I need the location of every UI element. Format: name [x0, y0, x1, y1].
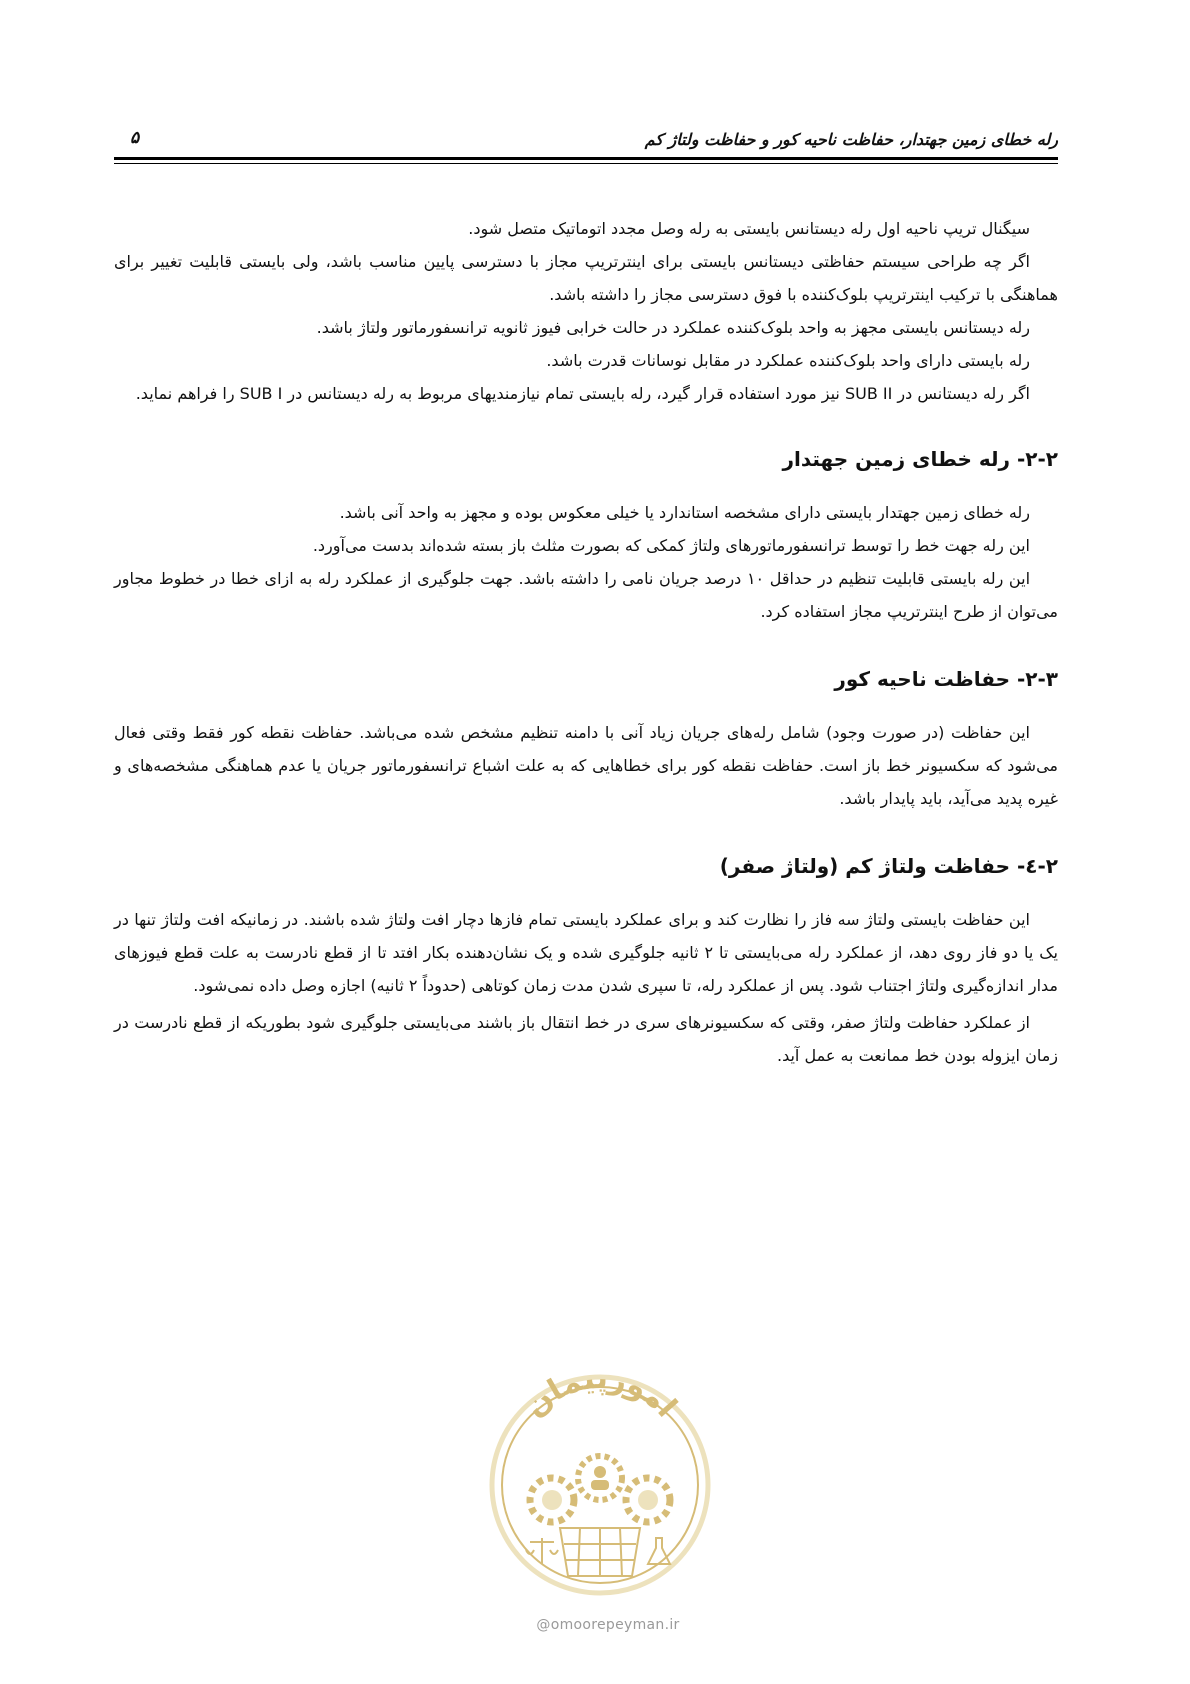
- flask-icon: [648, 1538, 670, 1564]
- paragraph: اگر چه طراحی سیستم حفاظتی دیستانس بایستی برای اینترتریپ مجاز با دسترسی پایین مناسب باشد، ولی بایستی قابلیت تغییر برای هماهنگی با ترکیب اینترتریپ بلوک‌کننده با فوق دسترسی مجاز را داشته باشد.: [114, 252, 1058, 304]
- header-title: رله خطای زمین جهتدار، حفاظت ناحیه کور و حفاظت ولتاژ کم: [644, 130, 1058, 149]
- gear-icon: [626, 1478, 670, 1522]
- watermark-logo: [480, 1350, 720, 1620]
- paragraph: از عملکرد حفاظت ولتاژ صفر، وقتی که سکسیونرهای سری در خط انتقال باز باشند می‌بایستی جلوگیری شود بطوریکه از قطع نادرست در زمان ایزوله بودن خط ممانعت به عمل آید.: [114, 1013, 1058, 1065]
- person-icon: [578, 1456, 622, 1500]
- paragraph: سیگنال تریپ ناحیه اول رله دیستانس بایستی به رله وصل مجدد اتوماتیک متصل شود.: [468, 219, 1030, 238]
- paragraph: این حفاظت بایستی ولتاژ سه فاز را نظارت کند و برای عملکرد بایستی تمام فازها دچار افت ولتاژ شده باشند. در زمانیکه افت ولتاژ تنها در یک یا دو فاز روی دهد، از عملکرد رله می‌بایستی تا ۲ ثانیه جلوگیری شده و یک نشان‌دهنده بکار افتد تا از قطع نادرست به علت قطع فیوزهای مدار اندازه‌گیری ولتاژ اجتناب شود. پس از عملکرد رله، تا سپری شدن مدت زمان کوتاهی (حدوداً ۲ ثانیه) اجازه وصل داده نمی‌شود.: [114, 910, 1059, 995]
- header-rule-thin: [114, 163, 1058, 164]
- paragraph: این رله بایستی قابلیت تنظیم در حداقل ۱۰ درصد جریان نامی را داشته باشد. جهت جلوگیری از عملکرد رله به ازای خطا در خطوط مجاور می‌توان از طرح اینترتریپ مجاز استفاده کرد.: [114, 569, 1058, 621]
- document-body: [114, 212, 1058, 1072]
- section-heading: ۲-۳- حفاظت ناحیه کور: [834, 667, 1058, 691]
- section-heading: ۲-٤- حفاظت ولتاژ کم (ولتاژ صفر): [719, 854, 1058, 878]
- building-grid-icon: [560, 1528, 640, 1576]
- watermark-logo-text: امورپیمان: [517, 1360, 684, 1425]
- watermark-url: @omoorepeyman.ir: [536, 1617, 680, 1633]
- gear-icon: [530, 1478, 574, 1522]
- scales-icon: [526, 1538, 558, 1564]
- running-header: [114, 128, 1058, 154]
- page-number: ۵: [130, 128, 140, 148]
- paragraph: این رله جهت خط را توسط ترانسفورماتورهای ولتاژ کمکی که بصورت مثلث باز بسته شده‌اند بدست می‌آورد.: [312, 536, 1030, 555]
- paragraph: رله خطای زمین جهتدار بایستی دارای مشخصه استاندارد یا خیلی معکوس بوده و مجهز به واحد آنی باشد.: [339, 503, 1030, 522]
- paragraph: اگر رله دیستانس در SUB II نیز مورد استفاده قرار گیرد، رله بایستی تمام نیازمندیهای مربوط به رله دیستانس در SUB I را فراهم نماید.: [135, 384, 1030, 403]
- paragraph: این حفاظت (در صورت وجود) شامل رله‌های جریان زیاد آنی با دامنه تنظیم مشخص شده می‌باشد. حفاظت نقطه کور فقط وقتی فعال می‌شود که سکسیونر خط باز است. حفاظت نقطه کور برای خطاهایی که به علت اشباع ترانسفورماتور جریان یا عدم هماهنگی مشخصه‌های و غیره پدید می‌آید، باید پایدار باشد.: [114, 723, 1058, 808]
- paragraph: رله دیستانس بایستی مجهز به واحد بلوک‌کننده عملکرد در حالت خرابی فیوز ثانویه ترانسفورماتور ولتاژ باشد.: [316, 318, 1030, 337]
- svg-text:امورپیمان: [518, 1361, 684, 1424]
- header-rule-thick: [114, 157, 1058, 160]
- paragraph: رله بایستی دارای واحد بلوک‌کننده عملکرد در مقابل نوسانات قدرت باشد.: [546, 351, 1030, 370]
- section-heading: ۲-۲- رله خطای زمین جهتدار: [782, 447, 1058, 471]
